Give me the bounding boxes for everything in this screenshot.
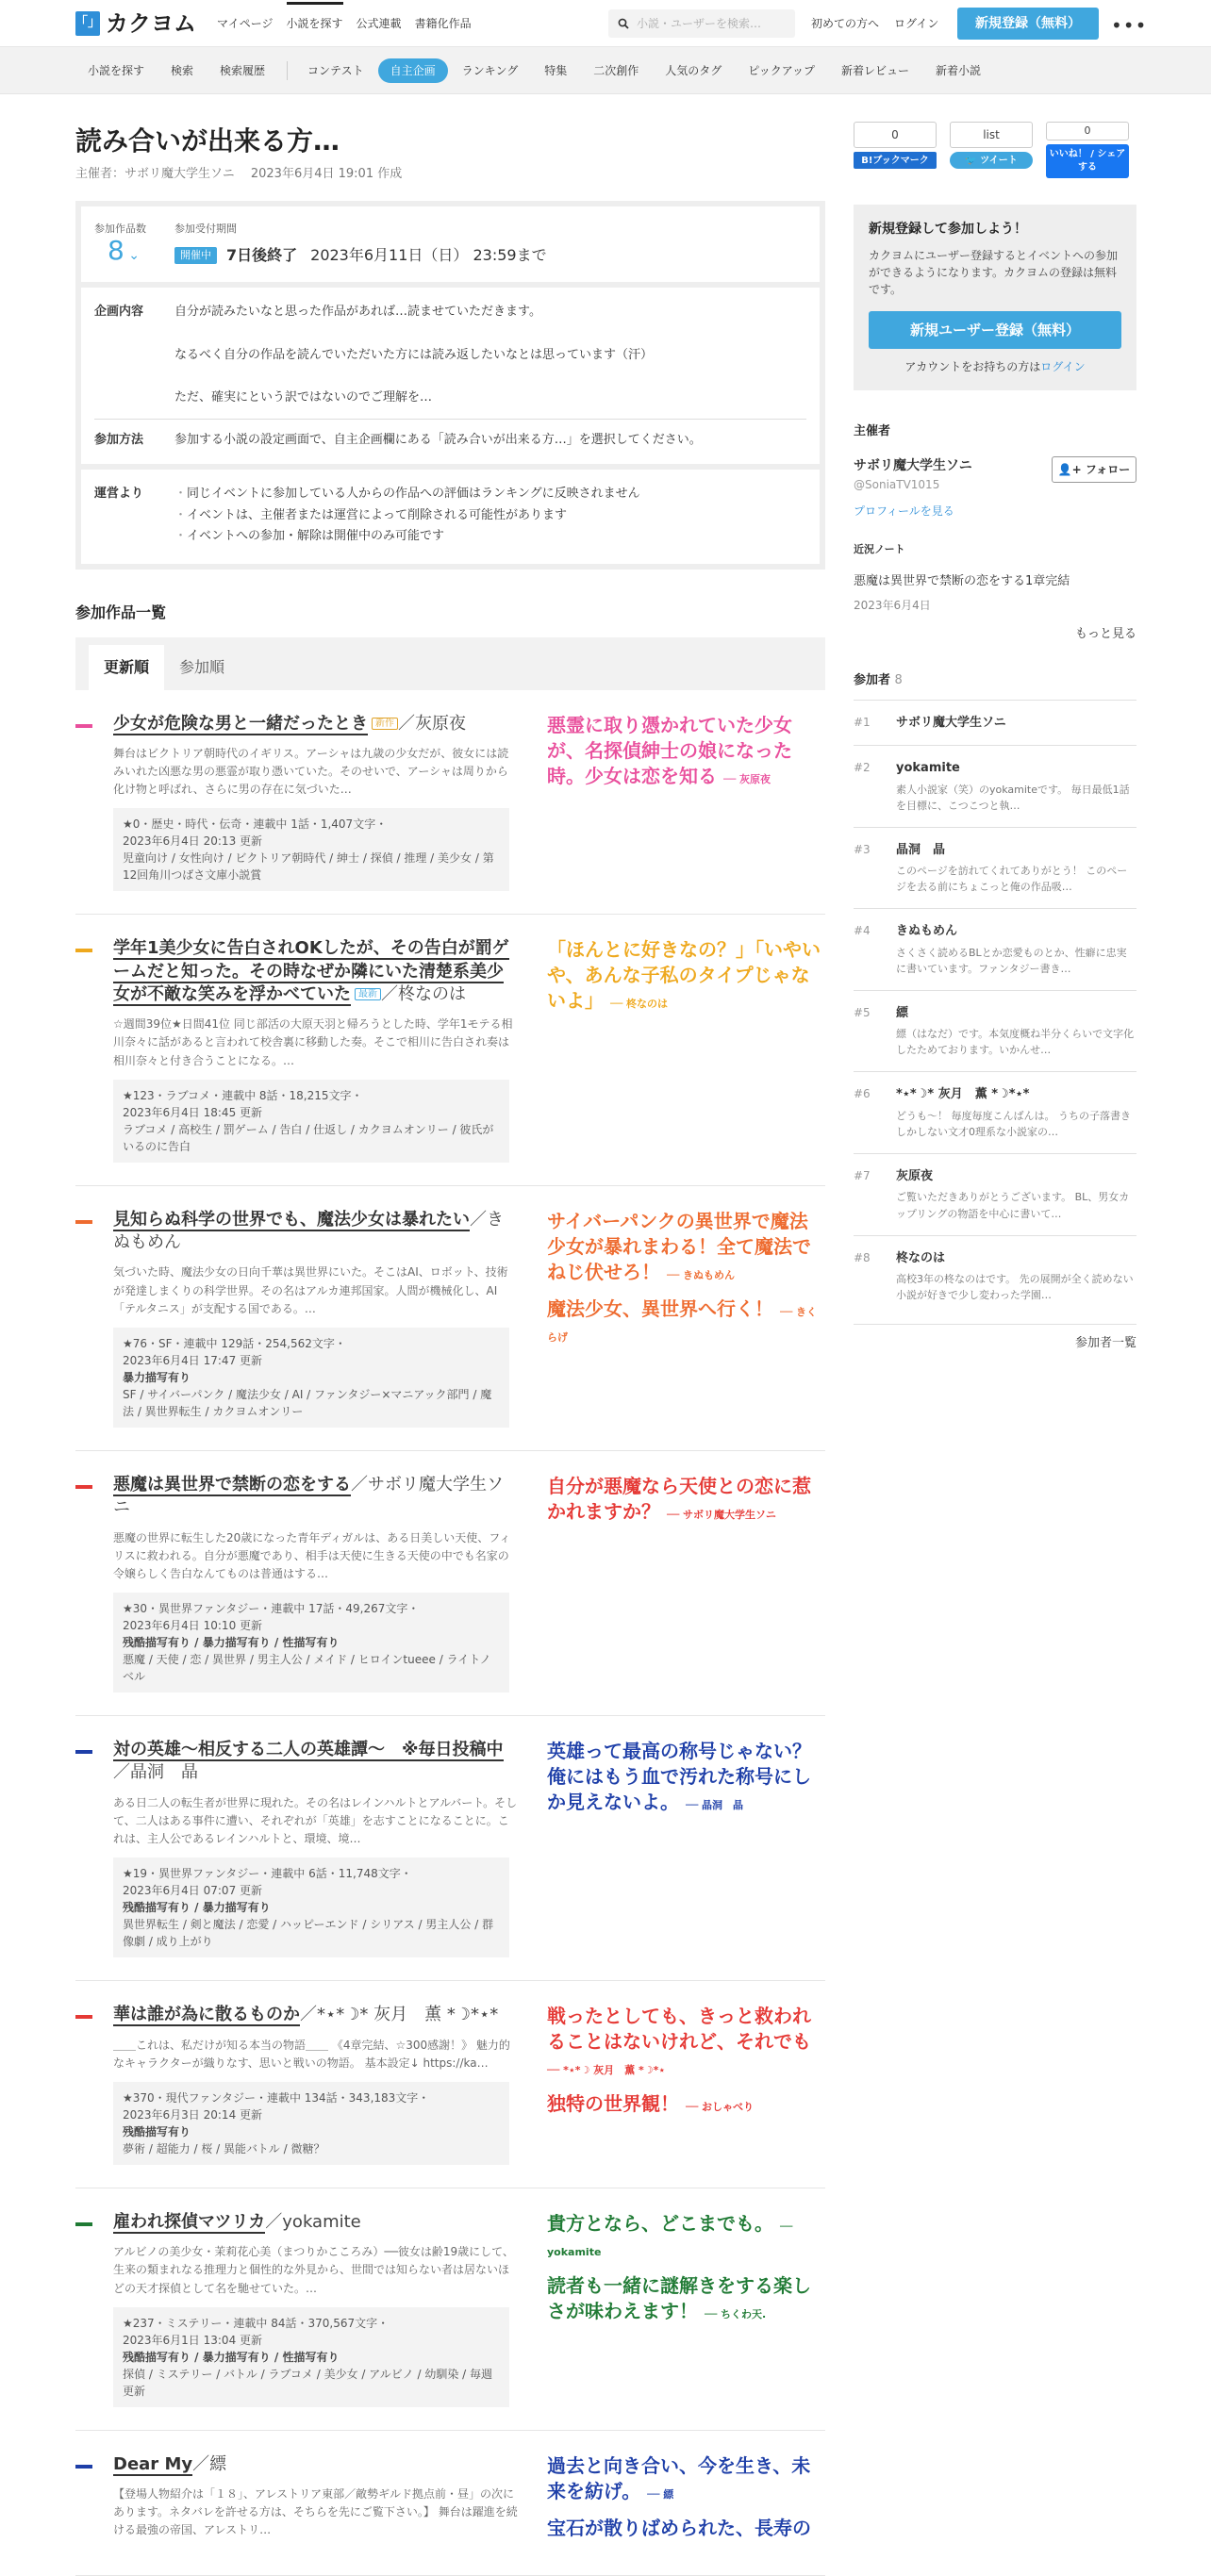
- participant-name[interactable]: 灰原夜: [896, 1168, 934, 1183]
- work-meta: ★370・現代ファンタジー・連載中 134話・343,183文字・ 2023年6月3日 20:14 更新 残酷描写有り 夢術 / 超能力 / 桜 / 異能バトル / 微糖？: [113, 2082, 509, 2165]
- participant-desc: ご覧いただきありがとうございます。 BL、男女カップリングの物語を中心に書いて…: [896, 1191, 1130, 1220]
- work-title[interactable]: 雇われ探偵マツリカ: [113, 2211, 266, 2232]
- participant-desc: 高校3年の柊なのはです。 先の展開が全く読めない小説が好きで少し変わった学園…: [896, 1273, 1134, 1302]
- subnav-ranking[interactable]: ランキング: [461, 63, 519, 77]
- catchphrase[interactable]: 自分が悪魔なら天使との恋に惹かれますか？ ── サボリ魔大学生ソニ: [547, 1474, 811, 1523]
- work-author[interactable]: サボリ魔大学生ソニ: [113, 1474, 504, 1518]
- work-title[interactable]: Dear My: [113, 2453, 193, 2474]
- page-title: 読み合いが出来る方…: [75, 125, 340, 157]
- catchphrase[interactable]: 戦ったとしても、きっと救われることはないけれど、それでも ── *⋆*☽ 灰月 薫 *☽*⋆: [547, 2005, 811, 2077]
- color-bar: [75, 2465, 92, 2469]
- site-logo[interactable]: [75, 7, 217, 41]
- catchphrase[interactable]: 「ほんとに好きなの？」「いやいや、あんな子私のタイプじゃないよ」 ── 柊なのは: [547, 938, 821, 1013]
- register-box: [854, 205, 1136, 390]
- works-list: [75, 690, 825, 2576]
- search-icon: [618, 18, 629, 29]
- remaining-time: 7日後終了: [226, 246, 298, 264]
- work-item[interactable]: 学年1美少女に告白されOKしたが、その告白が罰ゲームだと知った。その時なぜか隣にいた清楚系美少女が不敵な笑みを浮かべていた 最新 ／柊なのは ☆週間39位★日間41位 同じ部活の大原天羽と帰ろうとした時、学年1モテる相川奈々に話があると言われて校舎裏に移動した奏。そこで相川に告白され奏は相川奈々と付き合うことになる。… ★123・ラブコメ・連載中 8話・18,215文字・ 2023年6月4日 18:45 更新 ラブコメ / 高校生 / 罰ゲーム / 告白 / 仕返し / カクヨムオンリー / 彼氏がいるのに告白 「ほんとに好きなの？」「いやいや、あんな子私のタイプじゃないよ」 ── 柊なのは: [75, 915, 825, 1185]
- subnav-events[interactable]: 自主企画: [378, 58, 448, 83]
- subnav-new[interactable]: 新着小説: [935, 63, 981, 77]
- work-title[interactable]: 見知らぬ科学の世界でも、魔法少女は暴れたい: [113, 1209, 470, 1230]
- participant-rank: #6: [854, 1087, 871, 1101]
- catchphrase[interactable]: 過去と向き合い、今を生き、未来を紡げ。 ── 縹: [547, 2453, 811, 2502]
- tab-joined[interactable]: 参加順: [179, 657, 225, 676]
- color-bar: [75, 2015, 92, 2019]
- work-item[interactable]: Dear My／縹 【登場人物紹介は「１８」、アレストリア東部／敵勢ギルド拠点前・昼」の次にあります。ネタバレを許せる方は、そちらを先にご覧下さい。】 舞台は躍進を続ける最強の帝国、アレストリ… 過去と向き合い、今を生き、未来を紡げ。 ── 縹 宝石が散りばめられた、長寿の: [75, 2431, 825, 2576]
- main-content: [75, 95, 825, 2576]
- sort-tabs: [75, 637, 825, 690]
- work-title[interactable]: 華は誰が為に散るものか: [113, 2005, 300, 2025]
- search-placeholder: 小説・ユーザーを検索…: [637, 17, 762, 30]
- work-description: 【登場人物紹介は「１８」、アレストリア東部／敵勢ギルド拠点前・昼」の次にあります。ネタバレを許せる方は、そちらを先にご覧下さい。】 舞台は躍進を続ける最強の帝国、アレストリ…: [113, 2487, 518, 2537]
- twitter-share[interactable]: list 🐦 ツイート: [950, 122, 1033, 178]
- work-tags[interactable]: 悪魔 / 天使 / 恋 / 異世界 / 男主人公 / メイド / ヒロインtueee / ライトノベル: [123, 1653, 491, 1684]
- sidebar: [854, 95, 1136, 1353]
- count-label: 参加作品数: [94, 222, 146, 235]
- participants-list: [854, 700, 1136, 1317]
- admin-notes: ・ 同じイベントに参加している人からの作品への評価はランキングに反映されません ・ イベントは、主催者または運営によって削除される可能性があります ・ イベントへの参加・解除は開催中のみ可能です: [174, 485, 640, 549]
- work-description: 舞台はビクトリア朝時代のイギリス。アーシャは九歳の少女だが、彼女には読みいれた凶悪な男の悪霊が取り憑いていた。そのせいで、アーシャは周りから化け物と呼ばれ、さらに男の存在に気づいた…: [113, 746, 509, 797]
- host-heading: 主催者: [854, 424, 891, 438]
- participant-rank: #2: [854, 761, 871, 774]
- hatena-share[interactable]: 0 B!ブックマーク: [854, 122, 937, 178]
- participant-item[interactable]: [854, 745, 1136, 827]
- note-title[interactable]: 悪魔は異世界で禁断の恋をする1章完結: [854, 574, 1070, 588]
- work-meta: ★0・歴史・時代・伝奇・連載中 1話・1,407文字・ 2023年6月4日 20:13 更新 児童向け / 女性向け / ビクトリア朝時代 / 紳士 / 探偵 / 推理 / 美少女 / 第12回角川つばさ文庫小説賞: [113, 808, 509, 891]
- tab-updated[interactable]: 更新順: [89, 645, 164, 690]
- subnav-history[interactable]: 検索履歴: [220, 63, 266, 77]
- color-bar: [75, 1485, 92, 1489]
- participant-item[interactable]: [854, 700, 1136, 746]
- work-item[interactable]: 少女が危険な男と一緒だったとき 新作 ／灰原夜 舞台はビクトリア朝時代のイギリス。アーシャは九歳の少女だが、彼女には読みいれた凶悪な男の悪霊が取り憑いていた。そのせいで、アーシャは周りから化け物と呼ばれ、さらに男の存在に気づいた… ★0・歴史・時代・伝奇・連載中 1話・1,407文字・ 2023年6月4日 20:13 更新 児童向け / 女性向け / ビクトリア朝時代 / 紳士 / 探偵 / 推理 / 美少女 / 第12回角川つばさ文庫小説賞 悪霊に取り憑かれていた少女が、名探偵紳士の娘になった時。少女は恋を知る ── 灰原夜: [75, 690, 825, 916]
- participant-desc: 縹（はなだ）です。本気度概ね半分くらいで文字化したためております。いかんせ…: [896, 1028, 1135, 1057]
- nav-find-novels[interactable]: 小説を探す: [287, 2, 343, 45]
- participant-rank: #1: [854, 715, 871, 729]
- logo-text: カクヨム: [106, 9, 196, 37]
- work-title[interactable]: 対の英雄〜相反する二人の英雄譚〜 ※毎日投稿中: [113, 1740, 504, 1760]
- nav-books[interactable]: 書籍化作品: [414, 16, 472, 30]
- work-item[interactable]: 雇われ探偵マツリカ／yokamite アルビノの美少女・茉莉花心美（まつりかこころみ）──彼女は齢19歳にして、生来の類まれなる推理力と個性的な外見から、世間では知らない者は居ないほどの天才探偵として名を馳せていた。… ★237・ミステリー・連載中 84話・370,567文字・ 2023年6月1日 13:04 更新 残酷描写有り / 暴力描写有り / 性描写有り 探偵 / ミステリー / バトル / ラブコメ / 美少女 / アルビノ / 幼馴染 / 毎週更新 貴方となら、どこまでも。 ── yokamite 読者も一緒に謎解きをする楽しさが味わえます！ ── ちくわ天.: [75, 2188, 825, 2431]
- catchphrase[interactable]: 英雄って最高の称号じゃない？俺にはもう血で汚れた称号にしか見えないよ。 ── 晶洞 晶: [547, 1740, 811, 1814]
- work-author[interactable]: 灰原夜: [415, 713, 466, 734]
- subnav-fanfic[interactable]: 二次創作: [593, 63, 639, 77]
- work-author[interactable]: 晶洞 晶: [130, 1762, 198, 1783]
- participant-item[interactable]: [854, 1235, 1136, 1317]
- register-sub: アカウントをお持ちの方は: [904, 360, 1041, 373]
- person-plus-icon: 👤+: [1057, 462, 1082, 476]
- tweet-button[interactable]: 🐦 ツイート: [950, 152, 1033, 169]
- work-title[interactable]: 悪魔は異世界で禁断の恋をする: [113, 1474, 351, 1494]
- work-title[interactable]: 学年1美少女に告白されOKしたが、その告白が罰ゲームだと知った。その時なぜか隣にいた清楚系美少女が不敵な笑みを浮かべていた: [113, 938, 509, 1004]
- new-badge: 新作: [372, 718, 398, 730]
- participant-rank: #7: [854, 1168, 871, 1182]
- subnav-search[interactable]: 検索: [171, 63, 194, 77]
- work-tags[interactable]: SF / サイバーパンク / 魔法少女 / AI / ファンタジー×マニアック部門 / 魔法 / 異世界転生 / カクヨムオンリー: [123, 1387, 492, 1418]
- host-name[interactable]: サボリ魔大学生ソニ: [854, 457, 972, 473]
- participant-name[interactable]: きぬもめん: [896, 924, 958, 939]
- bookmark-button[interactable]: B!ブックマーク: [854, 152, 937, 169]
- host-id: @SoniaTV1015: [854, 477, 940, 491]
- sidebar-login-link[interactable]: ログイン: [1040, 360, 1086, 373]
- divider: [94, 419, 806, 420]
- participant-desc: このページを訪れてくれてありがとう！ このページを去る前にちょこっと俺の作品吸…: [896, 865, 1128, 894]
- work-meta: ★123・ラブコメ・連載中 8話・18,215文字・ 2023年6月4日 18:45 更新 ラブコメ / 高校生 / 罰ゲーム / 告白 / 仕返し / カクヨムオンリー / 彼氏がいるのに告白: [113, 1080, 509, 1163]
- entry-count[interactable]: 8 ⌄: [108, 235, 141, 266]
- work-item[interactable]: 対の英雄〜相反する二人の英雄譚〜 ※毎日投稿中／晶洞 晶 ある日二人の転生者が世界に現れた。その名はレインハルトとアルバート。そして、二人はある事件に遭い、それぞれが「英雄」を志すことになることに。これは、主人公であるレインハルトと、環境、境… ★19・異世界ファンタジー・連載中 6話・11,748文字・ 2023年6月4日 07:07 更新 残酷描写有り / 暴力描写有り 異世界転生 / 剣と魔法 / 恋愛 / ハッピーエンド / シリアス / 男主人公 / 群像劇 / 成り上がり 英雄って最高の称号じゃない？俺にはもう血で汚れた称号にしか見えないよ。 ── 晶洞 晶: [75, 1716, 825, 1981]
- work-tags[interactable]: 夢術 / 超能力 / 桜 / 異能バトル / 微糖？: [123, 2141, 325, 2155]
- logo-mark-icon: 「」: [75, 11, 100, 36]
- participant-name[interactable]: 柊なのは: [896, 1250, 946, 1265]
- participant-rank: #5: [854, 1005, 871, 1019]
- work-author[interactable]: *⋆*☽* 灰月 薫 *☽*⋆*: [317, 2005, 499, 2025]
- period-label: 参加受付期間: [174, 222, 237, 235]
- participant-rank: #3: [854, 842, 871, 856]
- work-item[interactable]: 悪魔は異世界で禁断の恋をする／サボリ魔大学生ソニ 悪魔の世界に転生した20歳になった青年ディガルは、ある日美しい天使、フィリスに救われる。自分が悪魔であり、相手は天使に生きる天使の中でも名家の令嬢らしく告白なんてものは普通はする… ★30・異世界ファンタジー・連載中 17話・49,267文字・ 2023年6月4日 10:10 更新 残酷描写有り / 暴力描写有り / 性描写有り 悪魔 / 天使 / 恋 / 異世界 / 男主人公 / メイド / ヒロインtueee / ライトノベル 自分が悪魔なら天使との恋に惹かれますか？ ── サボリ魔大学生ソニ: [75, 1451, 825, 1716]
- subnav-pickup[interactable]: ピックアップ: [748, 63, 815, 77]
- note-heading: 近況ノート: [854, 542, 905, 555]
- work-description: アルビノの美少女・茉莉花心美（まつりかこころみ）──彼女は齢19歳にして、生来の類まれなる推理力と個性的な外見から、世間では知らない者は居ないほどの天才探偵として名を馳せていた。…: [113, 2245, 514, 2295]
- catchphrase[interactable]: 悪霊に取り憑かれていた少女が、名探偵紳士の娘になった時。少女は恋を知る ── 灰原夜: [547, 713, 792, 787]
- color-bar: [75, 2222, 92, 2226]
- subnav-features[interactable]: 特集: [544, 63, 568, 77]
- top-header: [0, 0, 1211, 47]
- top-nav: [217, 2, 472, 45]
- work-item[interactable]: 華は誰が為に散るものか／*⋆*☽* 灰月 薫 *☽*⋆* ＿＿これは、私だけが知る本当の物語＿＿ 《4章完結、☆300感謝！》 魅力的なキャラクターが織りなす、思いと戦いの物語。 基本設定↓ https://ka… ★370・現代ファンタジー・連載中 134話・343,183文字・ 2023年6月3日 20:14 更新 残酷描写有り 夢術 / 超能力 / 桜 / 異能バトル / 微糖？ 戦ったとしても、きっと救われることはないけれど、それでも ── *⋆*☽ 灰月 薫 *☽*⋆ 独特の世界観！ ── おしゃべり: [75, 1981, 825, 2188]
- participant-item[interactable]: [854, 1071, 1136, 1153]
- work-author[interactable]: 柊なのは: [398, 983, 466, 1004]
- sub-nav: [0, 47, 1211, 94]
- participant-item[interactable]: [854, 1153, 1136, 1235]
- work-tags[interactable]: 探偵 / ミステリー / バトル / ラブコメ / 美少女 / アルビノ / 幼馴染 / 毎週更新: [123, 2367, 493, 2398]
- participant-name[interactable]: サボリ魔大学生ソニ: [896, 715, 1006, 730]
- subnav-divider: [287, 61, 288, 80]
- participant-rank: #8: [854, 1250, 871, 1264]
- work-tags[interactable]: ラブコメ / 高校生 / 罰ゲーム / 告白 / 仕返し / カクヨムオンリー / 彼氏がいるのに告白: [123, 1122, 494, 1153]
- join-method: 参加する小説の設定画面で、自主企画欄にある「読み合いが出来る方…」を選択してください。: [174, 432, 702, 447]
- catchphrase[interactable]: 独特の世界観！ ── おしゃべり: [547, 2092, 755, 2116]
- facebook-share[interactable]: 0 いいね！ / シェアする: [1046, 122, 1129, 178]
- participant-name[interactable]: *⋆*☽* 灰月 薫 *☽*⋆*: [896, 1087, 1030, 1102]
- admin-label: 運営より: [94, 487, 144, 501]
- subnav-find[interactable]: 小説を探す: [88, 63, 145, 77]
- twitter-icon: 🐦: [965, 155, 977, 166]
- host-card: [854, 456, 1136, 493]
- work-meta: ★76・SF・連載中 129話・254,562文字・ 2023年6月4日 17:47 更新 暴力描写有り SF / サイバーパンク / 魔法少女 / AI / ファンタジー×マニアック部門 / 魔法 / 異世界転生 / カクヨムオンリー: [113, 1328, 509, 1428]
- new-badge: 最新: [355, 988, 381, 1000]
- color-bar: [75, 1750, 92, 1754]
- participants-link[interactable]: 参加者一覧: [854, 1324, 1136, 1353]
- participant-name[interactable]: yokamite: [896, 761, 960, 775]
- participant-rank: #4: [854, 924, 871, 938]
- catchphrase[interactable]: サイバーパンクの異世界で魔法少女が暴れまわる！全て魔法でねじ伏せろ！ ── きぬもめん: [547, 1209, 811, 1283]
- method-label: 参加方法: [94, 432, 144, 447]
- color-bar: [75, 724, 92, 728]
- participant-item[interactable]: [854, 990, 1136, 1072]
- note-date: 2023年6月4日: [854, 598, 931, 612]
- work-item[interactable]: 見知らぬ科学の世界でも、魔法少女は暴れたい／きぬもめん 気づいた時、魔法少女の日向千華は異世界にいた。そこはAI、ロボット、技術が発達しまくりの科学世界。その名はアルカ連邦国家。人間が機械化し、AI「テルタニス」が支配する国である。… ★76・SF・連載中 129話・254,562文字・ 2023年6月4日 17:47 更新 暴力描写有り SF / サイバーパンク / 魔法少女 / AI / ファンタジー×マニアック部門 / 魔法 / 異世界転生 / カクヨムオンリー サイバーパンクの異世界で魔法少女が暴れまわる！全て魔法でねじ伏せろ！ ── きぬもめん 魔法少女、異世界へ行く！ ── きくらげ: [75, 1186, 825, 1451]
- work-author[interactable]: きぬもめん: [113, 1209, 504, 1253]
- status-badge: 開催中: [174, 247, 217, 265]
- catchphrase[interactable]: 宝石が散りばめられた、長寿の: [547, 2516, 811, 2539]
- participant-name[interactable]: 晶洞 晶: [896, 842, 946, 857]
- works-list-title: 参加作品一覧: [75, 603, 167, 621]
- subnav-reviews[interactable]: 新着レビュー: [840, 63, 909, 77]
- participant-name[interactable]: 縹: [896, 1005, 909, 1020]
- like-button[interactable]: いいね！ / シェアする: [1046, 144, 1129, 178]
- work-description: ある日二人の転生者が世界に現れた。その名はレインハルトとアルバート。そして、二人はある事件に遭い、それぞれが「英雄」を志すことになることに。これは、主人公であるレインハルトと、環境、境…: [113, 1795, 518, 1846]
- register-title: 新規登録して参加しよう！: [869, 222, 1027, 237]
- work-title[interactable]: 少女が危険な男と一緒だったとき: [113, 713, 368, 734]
- register-desc: カクヨムにユーザー登録するとイベントへの参加ができるようになります。カクヨムの登録は無料です。: [869, 249, 1119, 296]
- catchphrase[interactable]: 貴方となら、どこまでも。 ── yokamite: [547, 2211, 793, 2258]
- page-meta: 主催者：サボリ魔大学生ソニ 2023年6月4日 19:01 作成: [75, 167, 403, 181]
- work-meta: ★19・異世界ファンタジー・連載中 6話・11,748文字・ 2023年6月4日 07:07 更新 残酷描写有り / 暴力描写有り 異世界転生 / 剣と魔法 / 恋愛 / ハッピーエンド / シリアス / 男主人公 / 群像劇 / 成り上がり: [113, 1858, 509, 1957]
- work-description: ＿＿これは、私だけが知る本当の物語＿＿ 《4章完結、☆300感謝！》 魅力的なキャラクターが織りなす、思いと戦いの物語。 基本設定↓ https://ka…: [113, 2038, 510, 2070]
- event-info: [75, 201, 825, 570]
- event-description: 自分が読みたいなと思った作品があれば…読ませていただきます。 なるべく自分の作品を読んでいただいた方には読み返したいなとは思っています（汗） ただ、確実にという訳ではないのでご理解を…: [174, 305, 654, 405]
- work-tags[interactable]: 児童向け / 女性向け / ビクトリア朝時代 / 紳士 / 探偵 / 推理 / 美少女 / 第12回角川つばさ文庫小説賞: [123, 851, 494, 883]
- follow-button[interactable]: 👤+ フォロー: [1052, 456, 1136, 483]
- work-tags[interactable]: 異世界転生 / 剣と魔法 / 恋愛 / ハッピーエンド / シリアス / 男主人公 / 群像劇 / 成り上がり: [123, 1918, 494, 1949]
- subnav-tags[interactable]: 人気のタグ: [665, 63, 722, 77]
- content-label: 企画内容: [94, 305, 144, 319]
- see-more-link[interactable]: もっと見る: [1074, 626, 1136, 641]
- color-bar: [75, 1220, 92, 1224]
- register-button[interactable]: 新規登録（無料）: [957, 8, 1099, 40]
- participant-desc: どうも〜！ 毎度毎度こんばんは。 うちの子落書きしかしない文才0理系な小説家の…: [896, 1109, 1131, 1138]
- profile-link[interactable]: プロフィールを見る: [854, 504, 954, 518]
- participants-heading: 参加者 8: [854, 673, 903, 687]
- participant-item[interactable]: [854, 908, 1136, 990]
- work-description: 悪魔の世界に転生した20歳になった青年ディガルは、ある日美しい天使、フィリスに救われる。自分が悪魔であり、相手は天使に生きる天使の中でも名家の令嬢らしく告白なんてものは普通はする…: [113, 1530, 511, 1580]
- user-register-button[interactable]: 新規ユーザー登録（無料）: [869, 311, 1121, 349]
- subnav-contest[interactable]: コンテスト: [307, 63, 364, 77]
- color-bar: [75, 949, 92, 952]
- work-author[interactable]: 縹: [209, 2453, 227, 2474]
- login-link[interactable]: ログイン: [894, 17, 939, 30]
- participant-desc: さくさく読めるBLとか恋愛ものとか、性癖に忠実に書いています。ファンタジー書き…: [896, 946, 1127, 975]
- search-input[interactable]: [608, 9, 795, 38]
- more-menu-icon[interactable]: •••: [1111, 14, 1148, 37]
- work-author[interactable]: yokamite: [282, 2211, 361, 2232]
- catchphrase[interactable]: 魔法少女、異世界へ行く！ ── きくらげ: [547, 1296, 818, 1344]
- participant-desc: 素人小説家（笑）のyokamiteです。 毎日最低1話を目標に、こつこつと執…: [896, 783, 1130, 812]
- work-meta: ★237・ミステリー・連載中 84話・370,567文字・ 2023年6月1日 13:04 更新 残酷描写有り / 暴力描写有り / 性描写有り 探偵 / ミステリー / バトル / ラブコメ / 美少女 / アルビノ / 幼馴染 / 毎週更新: [113, 2307, 509, 2407]
- deadline: 2023年6月11日（日） 23:59まで: [310, 246, 547, 264]
- work-description: ☆週間39位★日間41位 同じ部活の大原天羽と帰ろうとした時、学年1モテる相川奈々に話があると言われて校舎裏に移動した奏。そこで相川に告白され奏は相川奈々と付き合うことになる。…: [113, 1017, 513, 1067]
- nav-mypage[interactable]: マイページ: [217, 16, 274, 30]
- work-description: 気づいた時、魔法少女の日向千華は異世界にいた。そこはAI、ロボット、技術が発達しまくりの科学世界。その名はアルカ連邦国家。人間が機械化し、AI「テルタニス」が支配する国である。…: [113, 1265, 508, 1315]
- catchphrase[interactable]: 読者も一緒に謎解きをする楽しさが味わえます！ ── ちくわ天.: [547, 2273, 811, 2322]
- share-buttons: [854, 122, 1136, 178]
- participant-item[interactable]: [854, 827, 1136, 909]
- beginner-link[interactable]: 初めての方へ: [811, 17, 880, 30]
- nav-official[interactable]: 公式連載: [356, 16, 402, 30]
- work-meta: ★30・異世界ファンタジー・連載中 17話・49,267文字・ 2023年6月4日 10:10 更新 残酷描写有り / 暴力描写有り / 性描写有り 悪魔 / 天使 / 恋 / 異世界 / 男主人公 / メイド / ヒロインtueee / ライトノベル: [113, 1593, 509, 1693]
